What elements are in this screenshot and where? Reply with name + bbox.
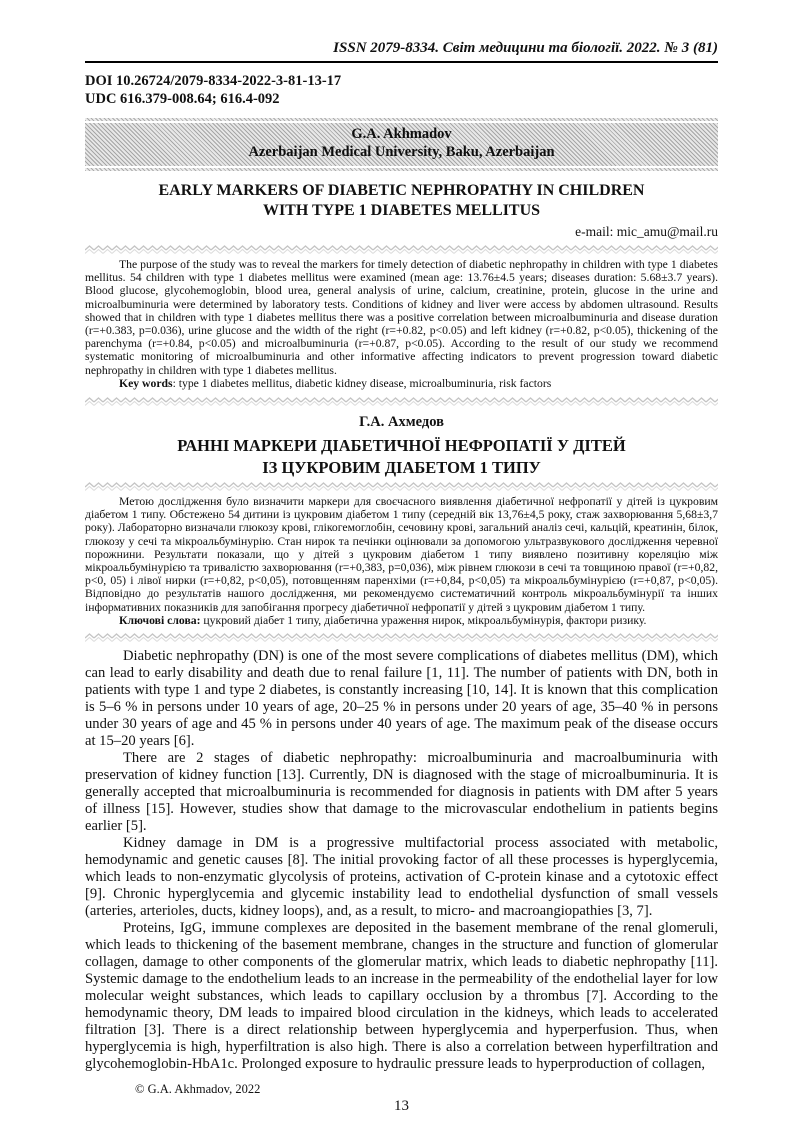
article-title-line2: WITH TYPE 1 DIABETES MELLITUS <box>262 201 541 219</box>
udc-line: UDC 616.379-008.64; 616.4-092 <box>85 91 280 107</box>
article-title-ua <box>85 435 718 478</box>
page-footer <box>85 1082 718 1115</box>
body-paragraph-3: Kidney damage in DM is a progressive multifactorial process associated with metabolic, hemodynamic and genetic causes [8]. The initial provoking factor of all these processes is hyperglycemia, which leads to non-enzymatic glycolysis of proteins, activation of C-protein kinase and a cytotoxic effect [9]. Chronic hyperglycemia and glycemic instability lead to endothelial dysfunction of small vessels (arteries, arterioles, ducts, kidney loops), and, as a result, to micro- and macroangiopathies [3, 7]. <box>85 835 718 920</box>
body-paragraph-4: Proteins, IgG, immune complexes are deposited in the basement membrane of the renal glomeruli, which leads to thickening of the basement membrane, changes in the structure and function of glomerular collagen, damage to other components of the glomerular matrix, which leads to diabetic nephropathy [11]. Systemic damage to the endothelium leads to an increase in the permeability of the endothelial layer for low molecular weight substances, which leads to capillary occlusion by a thrombus [7]. According to the hemodynamic theory, DM leads to impaired blood circulation in the kidneys, which leads to accelerated filtration [3]. There is a direct relationship between hyperglycemia and hyperperfusion. Thus, when hyperglycemia is high, hyperfiltration is also high. There is also a correlation between hyperfiltration and glycohemoglobin-HbA1c. Prolonged exposure to hydraulic pressure leads to hyperproduction of collagen, <box>85 920 718 1073</box>
body-paragraph-1: Diabetic nephropathy (DN) is one of the most severe complications of diabetes mellitus (DM), which can lead to early disability and death due to renal failure [1, 11]. The number of patients with DN, both in patients with type 1 and type 2 diabetes, is constantly increasing [10, 14]. It is known that this complication is 5–6 % in persons under 10 years of age, 20–25 % in persons under 20 years of age, 35–40 % in persons under 30 years of age and 45 % in persons under 40 years of age. The maximum peak of the disease occurs at 15–20 years [6]. <box>85 648 718 750</box>
zigzag-divider-1 <box>85 245 718 254</box>
author-name: G.A. Akhmadov <box>351 126 452 142</box>
body-paragraph-2: There are 2 stages of diabetic nephropathy: microalbuminuria and macroalbuminuria with preservation of kidney function [13]. Currently, DN is diagnosed with the stage of microalbuminuria. It is generally accepted that microalbuminuria is recommended for diagnosis in patients with DM after 5 years of illness [15]. However, studies show that damage to the microvascular endothelium in patients begins earlier [5]. <box>85 750 718 835</box>
keywords-en <box>85 377 718 390</box>
article-title-line1: EARLY MARKERS OF DIABETIC NEPHROPATHY IN CHILDREN <box>158 182 645 199</box>
hatch-divider-top <box>85 118 718 121</box>
doi-line: DOI 10.26724/2079-8334-2022-3-81-13-17 <box>85 73 342 89</box>
hatch-divider-bottom <box>85 168 718 171</box>
author-affiliation-box <box>85 123 718 166</box>
author-name-ua: Г.А. Ахмедов <box>359 414 444 431</box>
author-affiliation: Azerbaijan Medical University, Baku, Azerbaijan <box>248 143 555 160</box>
zigzag-divider-4 <box>85 633 718 642</box>
article-body <box>85 648 718 1073</box>
journal-issn-header: ISSN 2079-8334. Світ медицини та біології. 2022. № 3 (81) <box>333 40 718 56</box>
zigzag-divider-3 <box>85 482 718 491</box>
article-title-ua-line2: ІЗ ЦУКРОВИМ ДІАБЕТОМ 1 ТИПУ <box>262 457 541 477</box>
email-line: e-mail: mic_amu@mail.ru <box>575 224 718 239</box>
copyright-line: © G.A. Akhmadov, 2022 <box>135 1082 261 1097</box>
page-number: 13 <box>394 1098 409 1115</box>
zigzag-divider-2 <box>85 397 718 406</box>
article-title <box>85 181 718 220</box>
keywords-ua-text: цукровий діабет 1 типу, діабетична ураження нирок, мікроальбумінурія, фактори ризику. <box>200 613 647 627</box>
abstract-ua: Метою дослідження було визначити маркери для своєчасного виявлення діабетичної нефропатії у дітей із цукровим діабетом 1 типу. Обстежено 54 дитини із цукровим діабетом 1 типу (середній вік 13,76±4,5 року, стаж захворювання 5,68±3,7 року). Лабораторно визначали глюкозу крові, глікогемоглобін, сечовину крові, загальний аналіз сечі, кальцій, креатинін, білок, глюкозу у сечі та мікроальбумінурію. Стан нирок та печінки оцінювали за допомогою ультразвукового дослідження черевної порожнини. Результати показали, що у дітей з цукровим діабетом 1 типу виявлено позитивну кореляцію між мікроальбумінурією та тривалістю захворювання (r=+0,383, p=0,036), між рівнем глюкози в сечі та товщиною правої (r=+0,82, p<0, 05) і лівої нирки (r=+0,82, p<0,05), потовщенням паренхіми (r=+0,84, p<0,05) та мікроальбумінурією (r=+0,87, p<0,05). Відповідно до результатів нашого дослідження, ми рекомендуємо систематичний контроль мікроальбумінурії та інших інформативних показників для запобігання прогресу діабетичної нефропатії у дітей з цукровим діабетом 1 типу. <box>85 495 718 614</box>
keywords-ua-label: Ключові слова: <box>119 613 201 627</box>
keywords-ua <box>85 614 718 627</box>
keywords-en-label: Key words <box>119 376 173 390</box>
keywords-en-text: : type 1 diabetes mellitus, diabetic kidney disease, microalbuminuria, risk factors <box>172 376 552 390</box>
abstract-en: The purpose of the study was to reveal the markers for timely detection of diabetic nephropathy in children with type 1 diabetes mellitus. 54 children with type 1 diabetes mellitus were examined (mean age: 13.76±4.5 years; diseases duration: 5.68±3.7 years). Blood glucose, glycohemoglobin, blood urea, general analysis of urine, calcium, creatinine, protein, glucose in the urine and microalbuminuria were determined by laboratory tests. Conditions of kidney and liver were access by abdomen ultrasound. Results showed that in children with type 1 diabetes mellitus there was a positive correlation between microalbuminuria and disease duration (r=+0.383, p=0.036), urine glucose and the width of the right (r=+0.82, p<0.05) and left kidney (r=+0.82, p<0.05), thickening of the parenchyma (r=+0.84, p<0.05) and microalbuminuria (r=+0.87, p<0.05). According to the result of our study we recommend systematic monitoring of microalbuminuria and other informative affecting indicators to prevent progression toward diabetic nephropathy in children with type 1 diabetes mellitus. <box>85 258 718 377</box>
article-title-ua-line1: РАННІ МАРКЕРИ ДІАБЕТИЧНОЇ НЕФРОПАТІЇ У ДІТЕЙ <box>177 436 626 456</box>
header-rule <box>85 61 718 63</box>
